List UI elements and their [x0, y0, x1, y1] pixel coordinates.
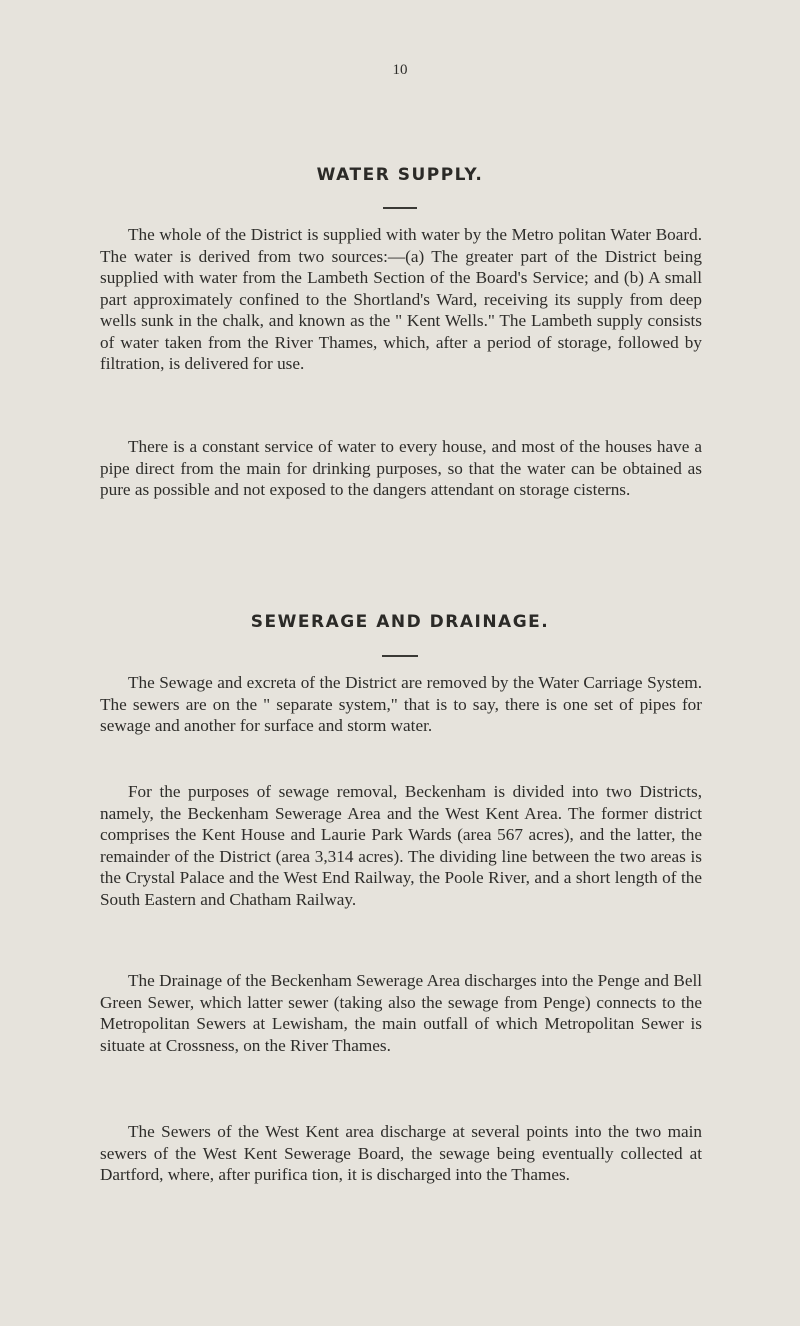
section-divider — [382, 655, 418, 657]
section-heading-water-supply: WATER SUPPLY. — [316, 165, 484, 185]
page-number: 10 — [392, 62, 408, 78]
sewerage-paragraph-2: For the purposes of sewage removal, Beckenham is divided into two Districts, namely, the Beckenham Sewerage Area and the West Kent Area. The former district comprises the Kent House and Laurie Park Wards (area 567 acres), and the latter, the remainder of the District (area 3,314 acres). The dividing line between the two areas is the Crystal Palace and the West End Railway, the Poole River, and a short length of the South Eastern and Chatham Railway. — [100, 782, 702, 909]
section-divider — [383, 207, 417, 209]
water-supply-paragraph-2: There is a constant service of water to every house, and most of the houses have a pipe direct from the main for drinking purposes, so that the water can be obtained as pure as possible and not exposed to the dangers attendant on storage cisterns. — [100, 437, 702, 499]
sewerage-paragraph-3: The Drainage of the Beckenham Sewerage Area discharges into the Penge and Bell Green Sewer, which latter sewer (taking also the sewage from Penge) connects to the Metropolitan Sewers at Lewisham, the main outfall of which Metropolitan Sewer is situate at Crossness, on the River Thames. — [100, 971, 702, 1055]
water-supply-paragraph-1: The whole of the District is supplied with water by the Metro politan Water Board. The water is derived from two sources:—(a) The greater part of the District being supplied with water from the Lambeth Section of the Board's Service; and (b) A small part approximately confined to the Shortland's Ward, receiving its supply from deep wells sunk in the chalk, and known as the " Kent Wells." The Lambeth supply consists of water taken from the River Thames, which, after a period of storage, followed by filtration, is delivered for use. — [100, 225, 702, 373]
section-heading-sewerage-drainage: SEWERAGE AND DRAINAGE. — [250, 612, 550, 632]
sewerage-paragraph-4: The Sewers of the West Kent area discharge at several points into the two main sewers of the West Kent Sewerage Board, the sewage being eventually collected at Dartford, where, after purifica tion, it is discharged into the Thames. — [100, 1122, 702, 1184]
sewerage-paragraph-1: The Sewage and excreta of the District are removed by the Water Carriage System. The sewers are on the " separate system," that is to say, there is one set of pipes for sewage and another for surface and storm water. — [100, 673, 702, 735]
